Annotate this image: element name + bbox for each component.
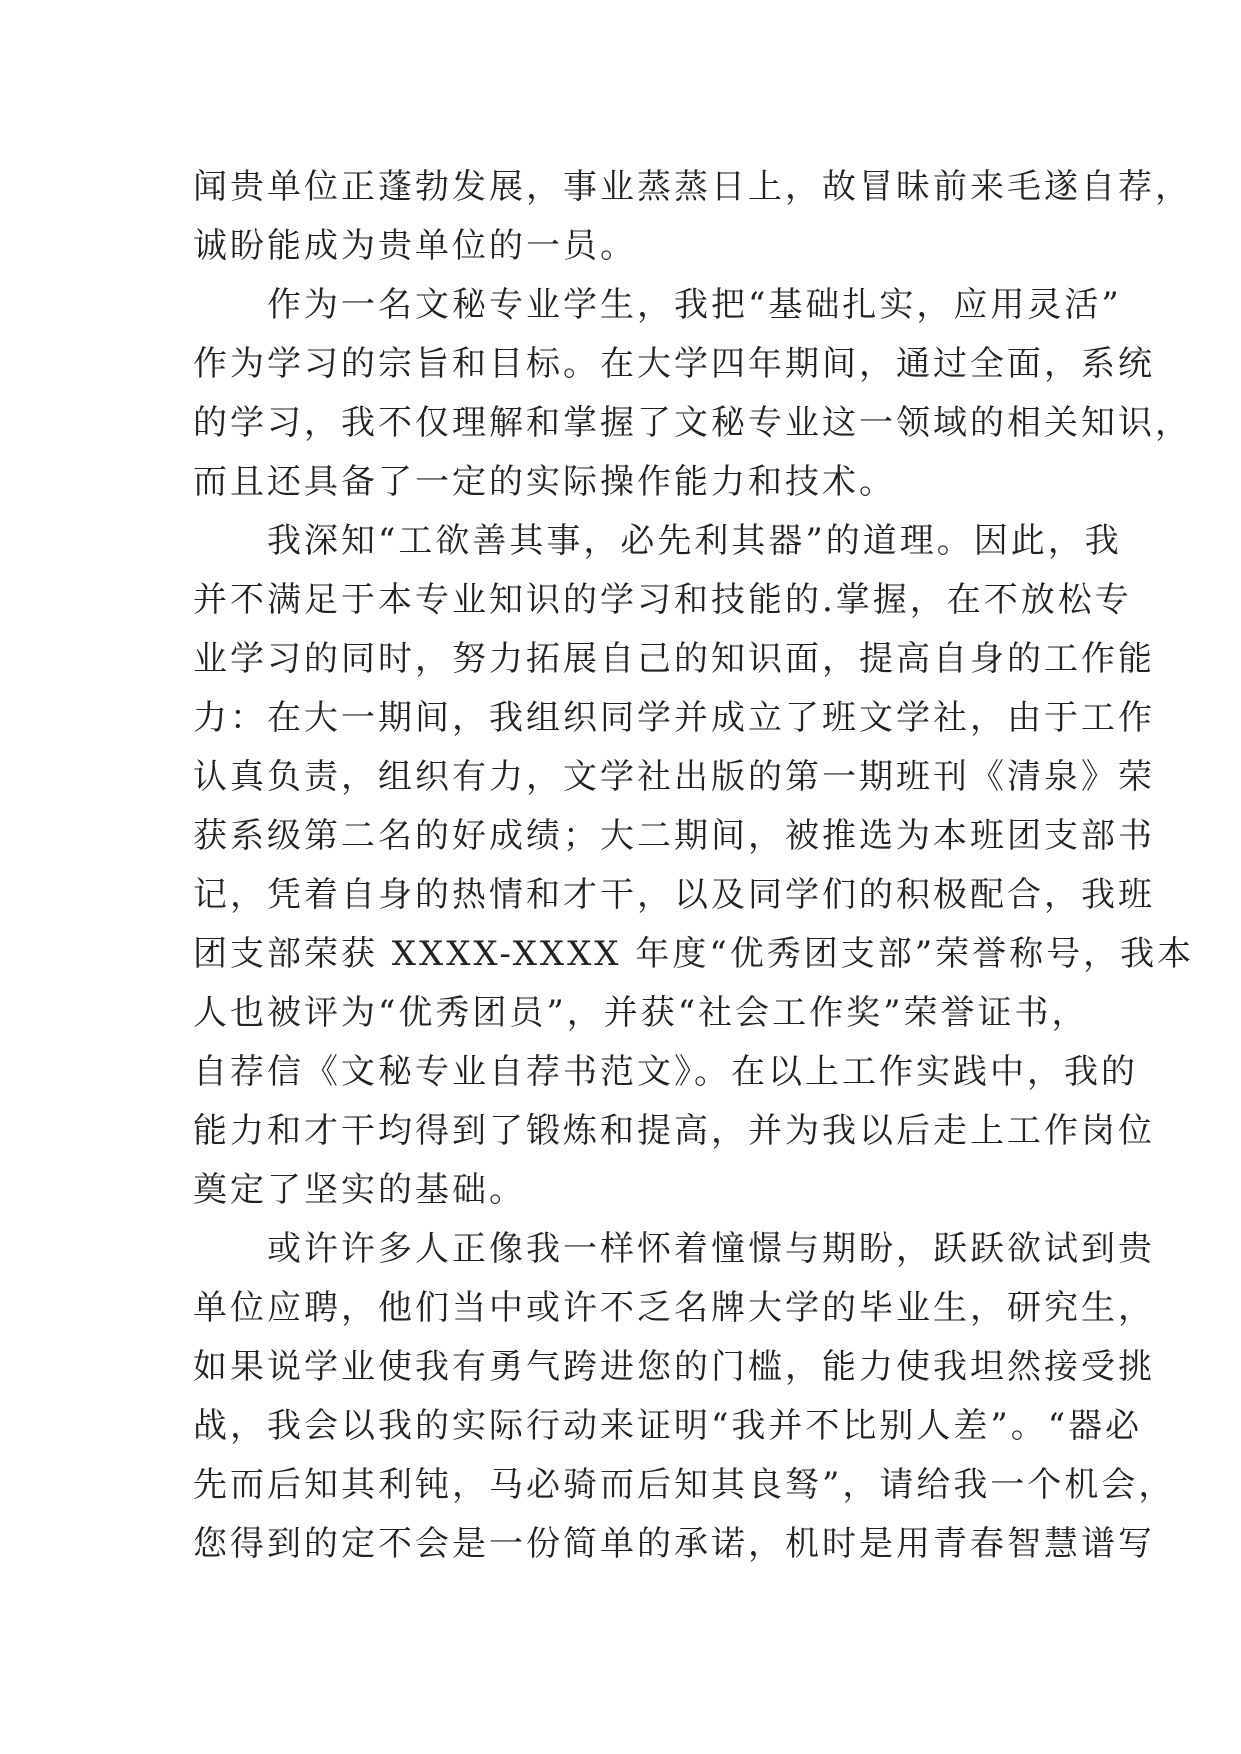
text-line: 我深知“工欲善其事，必先利其器”的道理。因此，我 xyxy=(193,521,1122,561)
text-line: 或许许多人正像我一样怀着憧憬与期盼，跃跃欲试到贵 xyxy=(193,1229,1155,1269)
text-line: 的学习，我不仅理解和掌握了文秘专业这一领域的相关知识， xyxy=(193,403,1192,443)
text-line: 人也被评为“优秀团员”，并获“社会工作奖”荣誉证书， xyxy=(193,993,1089,1033)
text-line: 团支部荣获 XXXX-XXXX 年度“优秀团支部”荣誉称号，我本 xyxy=(193,934,1195,974)
text-line: 而且还具备了一定的实际操作能力和技术。 xyxy=(193,462,896,502)
text-line: 作为一名文秘专业学生，我把“基础扎实，应用灵活” xyxy=(193,285,1122,325)
text-line: 单位应聘，他们当中或许不乏名牌大学的毕业生，研究生， xyxy=(193,1288,1155,1328)
text-line: 获系级第二名的好成绩；大二期间，被推选为本班团支部书 xyxy=(193,816,1155,856)
text-line: 认真负责，组织有力，文学社出版的第一期班刊《清泉》荣 xyxy=(193,757,1155,797)
text-line: 力：在大一期间，我组织同学并成立了班文学社，由于工作 xyxy=(193,698,1155,738)
text-line: 奠定了坚实的基础。 xyxy=(193,1170,526,1210)
text-line: 记，凭着自身的热情和才干，以及同学们的积极配合，我班 xyxy=(193,875,1155,915)
text-line: 并不满足于本专业知识的学习和技能的.掌握，在不放松专 xyxy=(193,580,1132,620)
text-line: 业学习的同时，努力拓展自己的知识面，提高自身的工作能 xyxy=(193,639,1155,679)
text-line: 诚盼能成为贵单位的一员。 xyxy=(193,226,637,266)
text-line: 自荐信《文秘专业自荐书范文》。在以上工作实践中，我的 xyxy=(193,1052,1138,1092)
text-line: 您得到的定不会是一份简单的承诺，机时是用青春智慧谱写 xyxy=(193,1524,1155,1564)
text-line: 战，我会以我的实际行动来证明“我并不比别人差”。“器必 xyxy=(193,1406,1143,1446)
text-line: 先而后知其利钝，马必骑而后知其良驽”，请给我一个机会， xyxy=(193,1465,1176,1505)
letter-body-text xyxy=(193,158,1195,1574)
text-line: 能力和才干均得到了锻炼和提高，并为我以后走上工作岗位 xyxy=(193,1111,1155,1151)
text-line: 闻贵单位正蓬勃发展，事业蒸蒸日上，故冒昧前来毛遂自荐， xyxy=(193,167,1192,207)
text-line: 作为学习的宗旨和目标。在大学四年期间，通过全面，系统 xyxy=(193,344,1155,384)
text-line: 如果说学业使我有勇气跨进您的门槛，能力使我坦然接受挑 xyxy=(193,1347,1155,1387)
